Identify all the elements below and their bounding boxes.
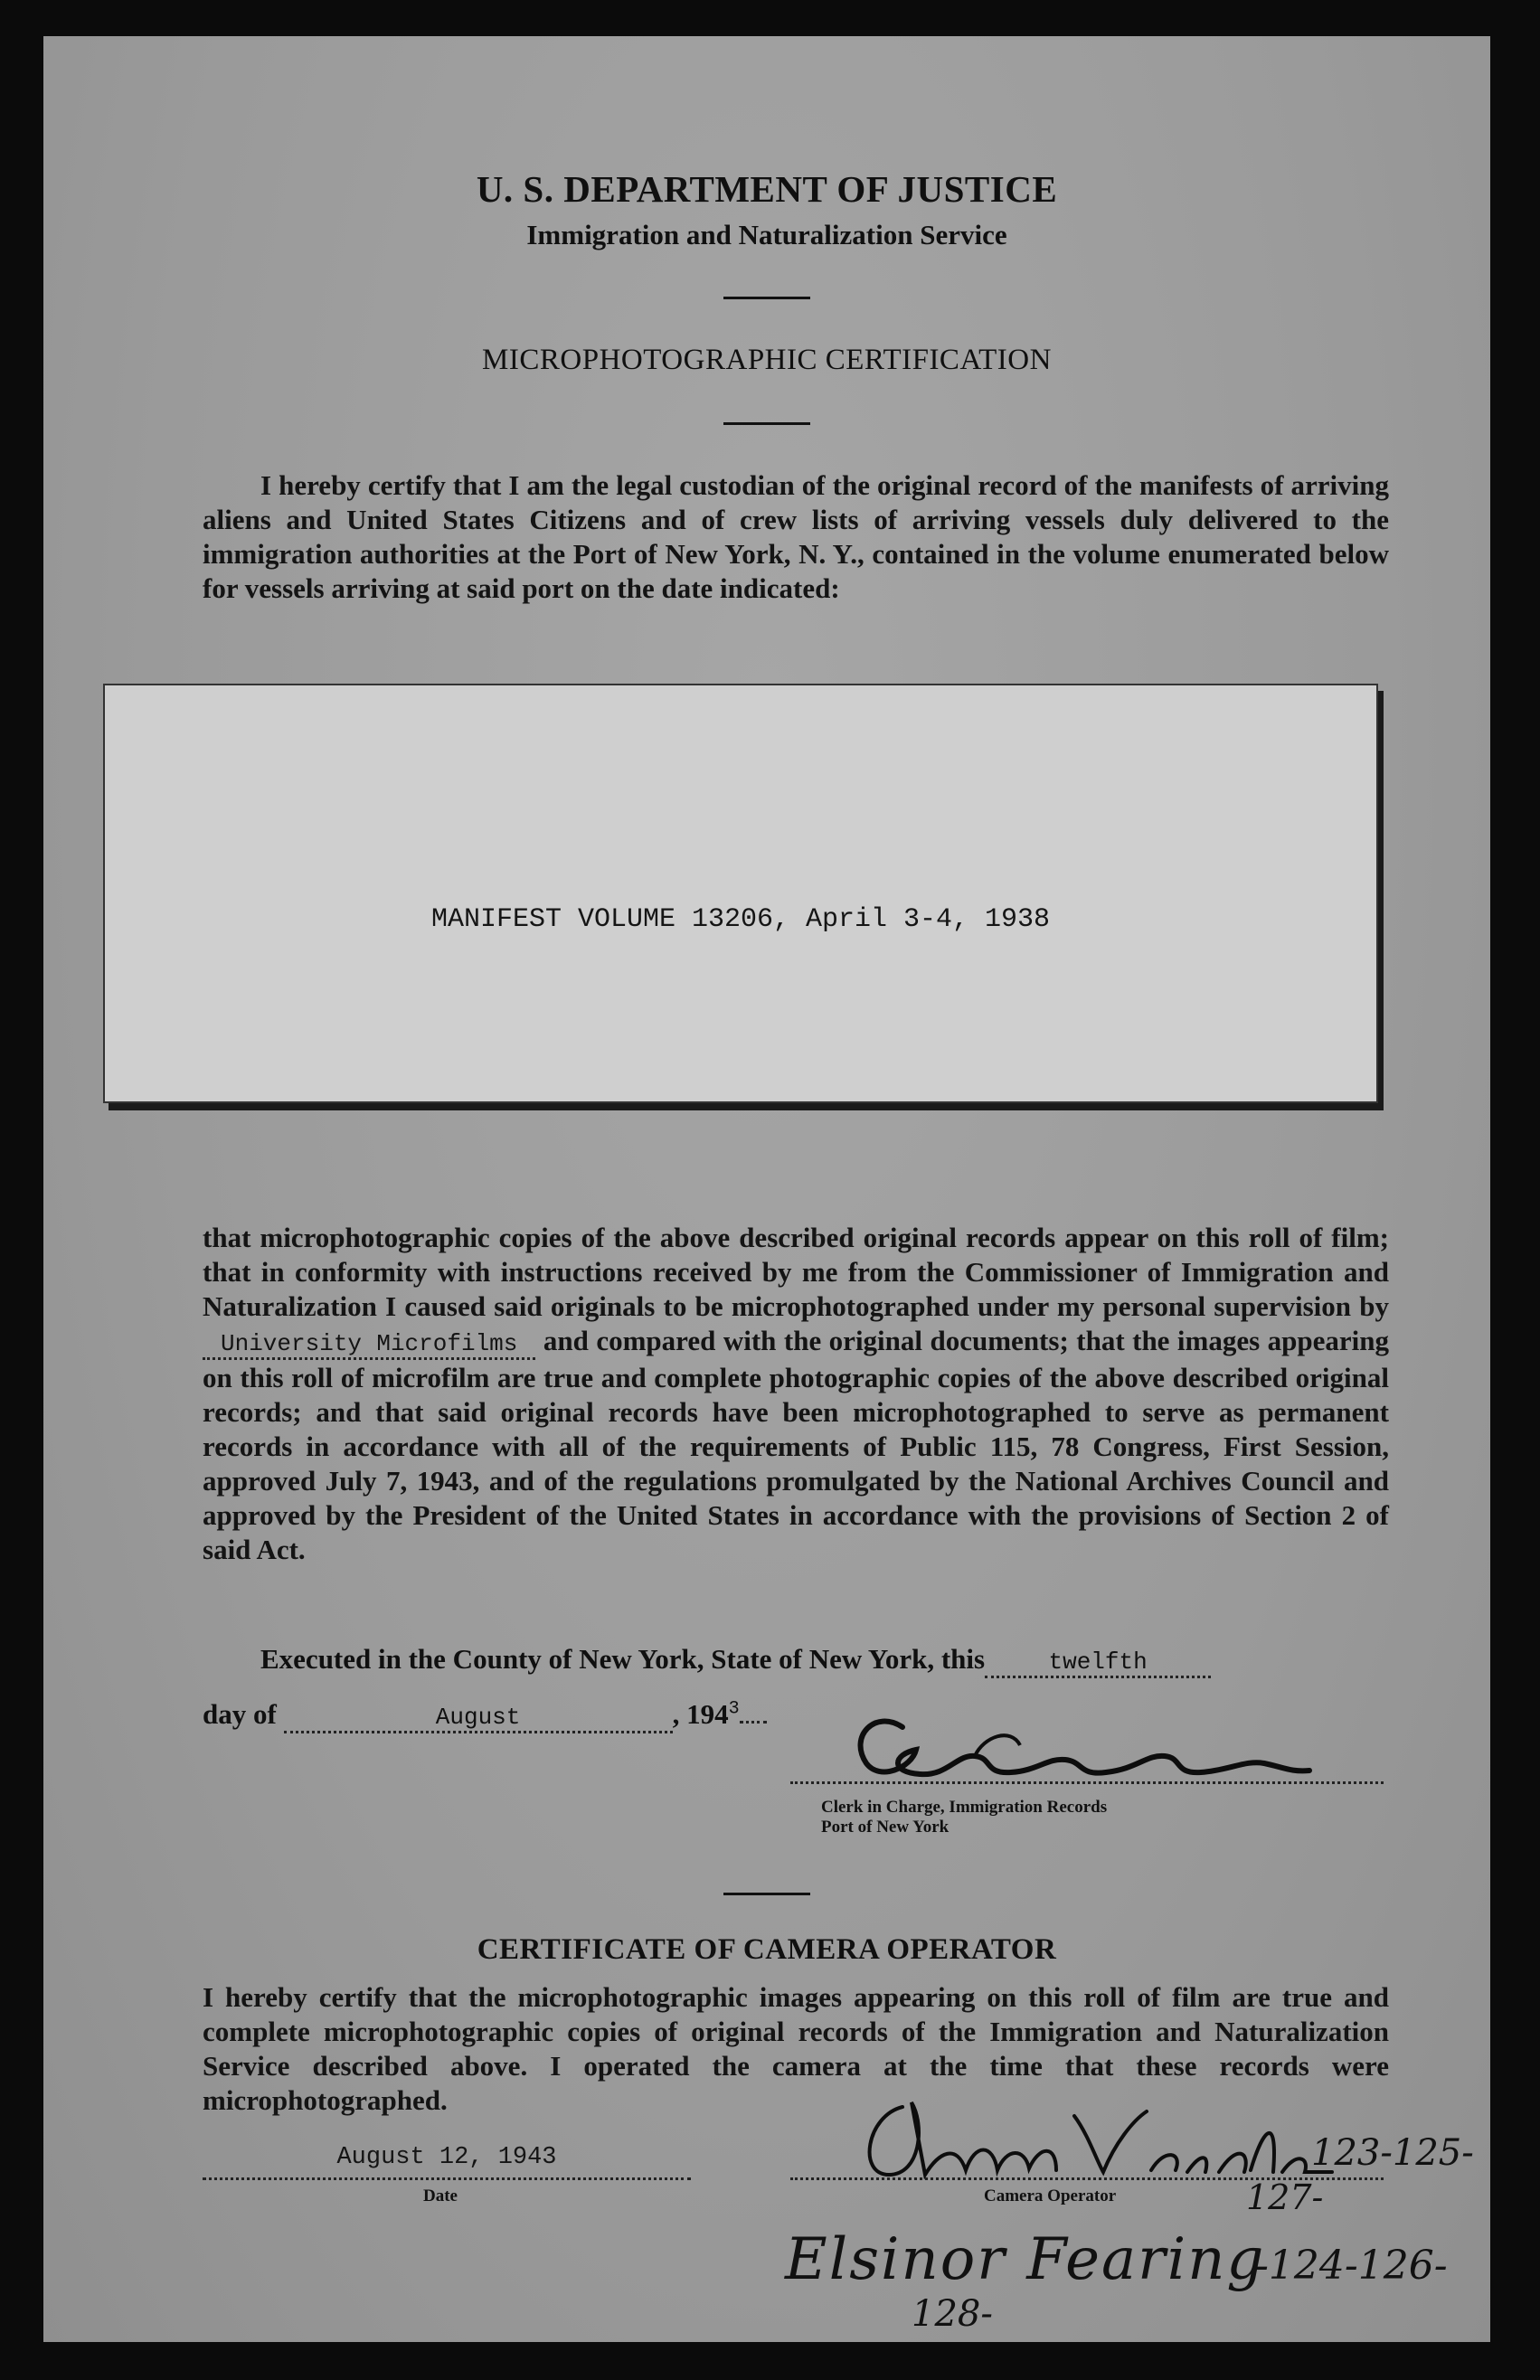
certificate-page [43, 36, 1490, 2342]
supervisor-fill: University Microfilms [203, 1330, 535, 1360]
manifest-volume-text: MANIFEST VOLUME 13206, April 3-4, 1938 [430, 904, 1051, 935]
day-fill: twelfth [985, 1648, 1211, 1678]
second-operator-name: Elsinor Fearing [785, 2226, 1266, 2293]
second-operator-frame-numbers-2: 128- [912, 2293, 993, 2335]
execution-clause: Executed in the County of New York, State of New York, this twelfth day of August , $194^3$ [203, 1643, 1389, 1733]
second-operator-frame-numbers: -124-126- [1255, 2243, 1448, 2289]
camera-certificate-title: CERTIFICATE OF CAMERA OPERATOR [477, 1933, 1057, 1966]
day-of-label: day of [203, 1698, 277, 1730]
clerk-signature [839, 1700, 1346, 1790]
divider [723, 297, 810, 299]
year-prefix: 194 [686, 1698, 729, 1730]
manifest-label-slip [103, 684, 1378, 1103]
copies-text-after: and compared with the original documents; that the images appearing on this roll of microfilm are true and complete photographic copies of the above described original records; and that said original records have been microphotographed to serve as permanent records in accordance with all of the requirements of Public 115, 78 Congress, First Session, approved July 7, 1943, and of the regulations promulgated by the National Archives Council and approved by the President of the United States in accordance with the provisions of Section 2 of said Act. [203, 1325, 1390, 1565]
date-line [203, 2177, 691, 2180]
certificate-date-value: August 12, 1943 [336, 2144, 557, 2171]
clerk-title [821, 1798, 1107, 1837]
divider [723, 422, 810, 425]
operator-frame-numbers-2: 127- [1246, 2177, 1324, 2217]
clerk-title-line1: Clerk in Charge, Immigration Records [821, 1798, 1108, 1817]
department-heading: U. S. DEPARTMENT OF JUSTICE [476, 168, 1058, 210]
copies-paragraph [203, 1221, 1389, 1567]
execution-text: Executed in the County of New York, State of New York, this [260, 1643, 986, 1675]
camera-certificate-body: I hereby certify that the microphotographic images appearing on this roll of film are true and complete microphotographic copies of original records of the Immigration and Naturalization Service described above. I operated the camera at the time that these records were microphotographed. [203, 1981, 1389, 2116]
operator-signature [839, 2089, 1346, 2188]
clerk-signature-line [790, 1781, 1384, 1784]
custodian-paragraph: I hereby certify that I am the legal custodian of the original record of the manifests of arriving aliens and United States Citizens and of crew lists of arriving vessels duly delivered to the immigration authorities at the Port of New York, N. Y., contained in the volume enumerated below for vessels arriving at said port on the date indicated: [203, 469, 1389, 604]
operator-frame-numbers: 123-125- [1311, 2132, 1474, 2174]
camera-operator-label: Camera Operator [984, 2186, 1117, 2205]
year-suffix: 3 [728, 1698, 740, 1720]
clerk-title-line2: Port of New York [821, 1818, 950, 1837]
date-label: Date [423, 2186, 458, 2205]
certification-title: MICROPHOTOGRAPHIC CERTIFICATION [482, 344, 1052, 376]
copies-text-before: that microphotographic copies of the above described original records appear on this roll of film; that in conformity with instructions received by me from the Commissioner of Immigration and Naturalization I caused said originals to be microphotographed under my personal supervision by [203, 1222, 1389, 1322]
month-fill: August [284, 1704, 673, 1733]
divider [723, 1893, 810, 1895]
service-subheading: Immigration and Naturalization Service [526, 219, 1007, 250]
